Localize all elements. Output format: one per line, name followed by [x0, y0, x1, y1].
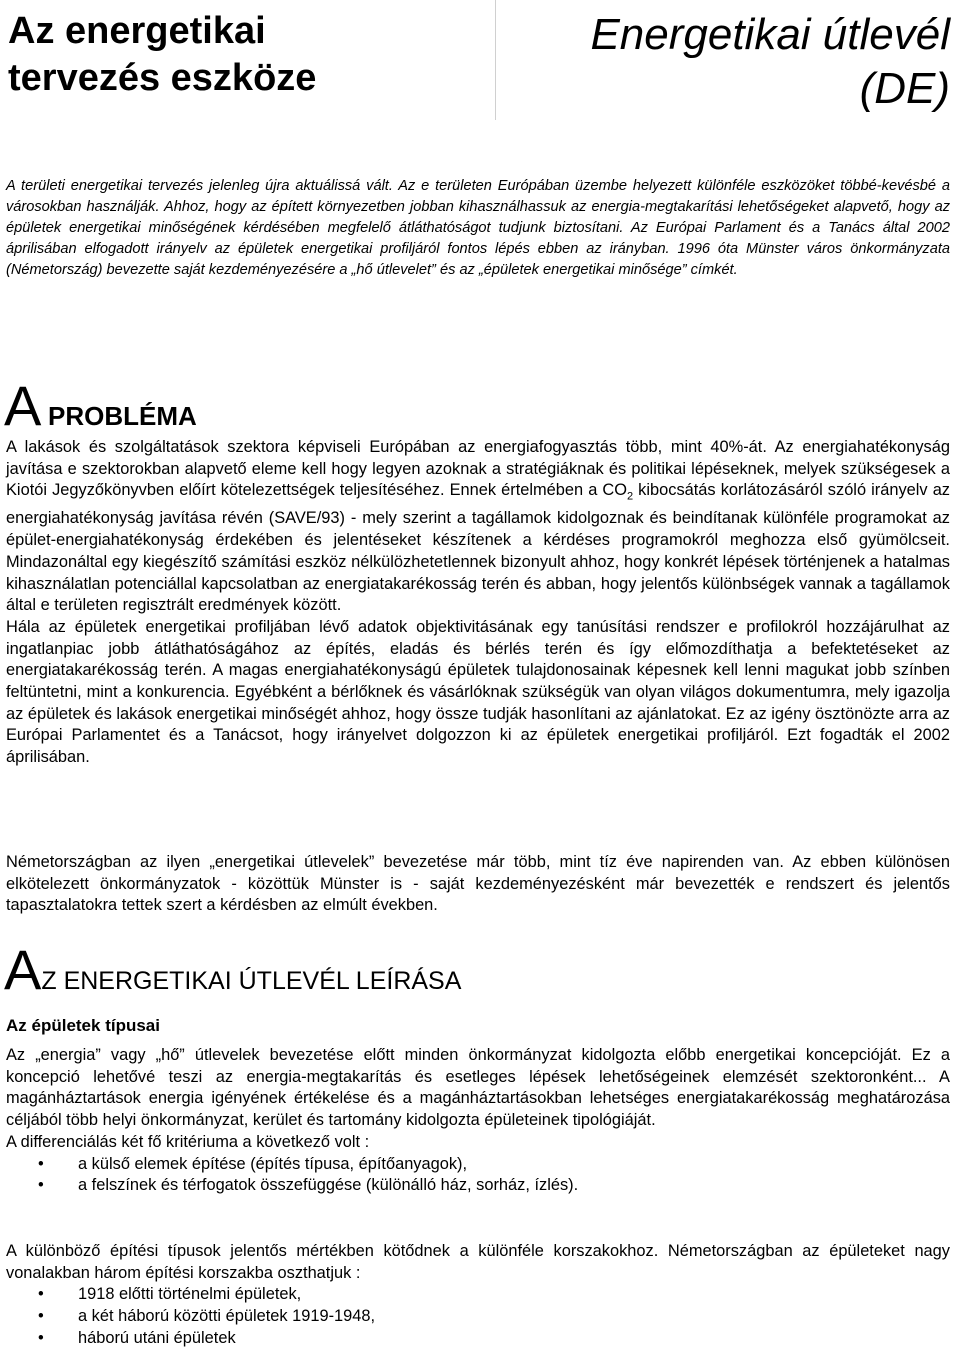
section-title-problem	[4, 374, 197, 437]
problem-paragraph-2: Hála az épületek energetikai profiljában lévő adatok objektivitásának egy tanúsítási rendszer e profilokról hozzájárulhat az ingatlanpiac jobb átláthatóságához az építés, eladás és bérlés terén és így előmozdíthatja a befektetéseket az energiatakarékosság terén. A magas energiahatékonyságú épületek tulajdonosainak képesnek kell lenni magukat jobb színben feltüntetni, mint a konkurencia. Egyébként a bérlőknek és vásárlóknak szükségük van olyan világos dokumentumra, mely igazolja az épületek és lakások energetikai minőségét ahhoz, hogy össze tudják hasonlítani az ajánlatokat. Ez az igény ösztönözte arra az Európai Parlamentet és a Tanácsot, hogy irányelvet dolgozzon ki az épületek energetikai profiljáról. Ezt fogadták el 2002 áprilisában.	[6, 617, 950, 767]
passport-body	[6, 1045, 950, 1197]
problem-p1-part2: kibocsátás korlátozásáról szóló irányelv az energiahatékonyság javítása révén (SAVE/93) - mely szerint a tagállamok kidolgoznak és beindítanak különféle programokat az épület-energiahatékonyság érdekében és jelentéseket készítenek a kérdéses programokról meghozza első gyümölcseit. Mindazonáltal egy kiegészítő számítási eszköz nélkülözhetetlennek bizonyult ahhoz, hogy konkrét lépések történjenek a hatalmas kihasználatlan potenciállal kapcsolatban az energiatakarékosság terén és abban, hogy jelentős különbségek vannak a tagállamok által e területen regisztrált eredmények között.	[6, 481, 951, 615]
subsection-title: Az épületek típusai	[6, 1016, 160, 1035]
passport-paragraph-3: A különböző építési típusok jelentős mértékben kötődnek a különféle korszakokhoz. Németországban az épületeket nagy vonalakban három építési korszakba oszthatjuk :	[6, 1242, 950, 1282]
page-header	[4, 0, 956, 160]
list-item: • háború utáni épületek	[6, 1328, 950, 1350]
list-item: • a felszínek és térfogatok összefüggése (különálló ház, sorház, ízlés).	[6, 1175, 950, 1197]
list-item: • a két háború közötti épületek 1919-1948,	[6, 1306, 950, 1328]
header-divider	[495, 0, 496, 120]
header-left-line2: tervezés eszköze	[8, 57, 317, 99]
problem-paragraph-1	[6, 437, 950, 617]
co2-subscript: 2	[626, 490, 634, 503]
header-right-line1: Energetikai útlevél	[590, 10, 950, 59]
section-title-passport	[4, 938, 462, 1001]
header-title-left	[8, 8, 316, 102]
list-item: • 1918 előtti történelmi épületek,	[6, 1284, 950, 1306]
list-item: • a külső elemek építése (építés típusa, építőanyagok),	[6, 1154, 950, 1176]
intro-text: A területi energetikai tervezés jelenleg újra aktuálissá vált. Az e területen Európában üzembe helyezett különféle eszközöket többé-kevésbé a városokban használják. Ahhoz, hogy az épített környezetben jobban kihasználhassuk az energia-megtakarítási lehetőségeket alapvető, hogy az épületek energetikai minőségének kérdésében megfelelő átláthatóságot tudjunk biztosítani. Az Európai Parlament és a Tanács által 2002 áprilisában elfogadott irányelv az épületek energetikai profiljáról fontos lépés ebben az irányban. 1996 óta Münster város önkormányzata (Németország) bevezette saját kezdeményezésére a „hő útlevelet” és az „épületek energetikai minősége” címkét.	[6, 178, 950, 278]
section-title-rest: PROBLÉMA	[48, 401, 197, 431]
periods-list	[6, 1284, 950, 1349]
section-title-rest: Z ENERGETIKAI ÚTLEVÉL LEÍRÁSA	[41, 967, 462, 995]
header-left-line1: Az energetikai	[8, 10, 266, 52]
criteria-list	[6, 1154, 950, 1197]
passport-paragraph-2: A differenciálás két fő kritériuma a következő volt :	[6, 1132, 370, 1151]
section-title-initial: A	[4, 374, 42, 437]
problem-body-2	[6, 852, 950, 917]
header-right-line2: (DE)	[859, 64, 950, 113]
header-title-right	[590, 8, 950, 116]
section-title-initial: A	[4, 938, 42, 1001]
problem-body	[6, 437, 950, 769]
problem-p1-part1: A lakások és szolgáltatások szektora képviseli Európában az energiafogyasztás több, mint 40%-át. Az energiahatékonyság javítása e szektorokban alapvető eleme kell hogy legyen azoknak a stratégiáknak és politikai lépéseknek, melyek szükségesek a Kiotói Jegyzőkönyvben előírt kötelezettségek teljesítéséhez. Ennek értelmében a CO	[6, 438, 950, 500]
passport-paragraph-1: Az „energia” vagy „hő” útlevelek bevezetése előtt minden önkormányzat kidolgozta előbb energetikai koncepcióját. Ez a koncepció lehetővé teszi az energia-megtakarítás és esetleges lépések lehetőségeinek elemzését szektoronként... A magánháztartások energia igényének értékelése és a magánháztartásokban lehetséges energiatakarékosság meghatározása céljából több helyi önkormányzat, kerület és tartomány kidolgozta épületeinek tipológiáját.	[6, 1046, 950, 1130]
intro-paragraph	[6, 176, 950, 281]
problem-paragraph-3: Németországban az ilyen „energetikai útlevelek” bevezetése már több, mint tíz éve napirenden van. Az ebben különösen elkötelezett önkormányzatok - közöttük Münster is - saját kezdeményezésként már bevezették e rendszert és jelentős tapasztalatokra tettek szert a kérdésben az elmúlt években.	[6, 853, 950, 915]
periods-body	[6, 1241, 950, 1350]
